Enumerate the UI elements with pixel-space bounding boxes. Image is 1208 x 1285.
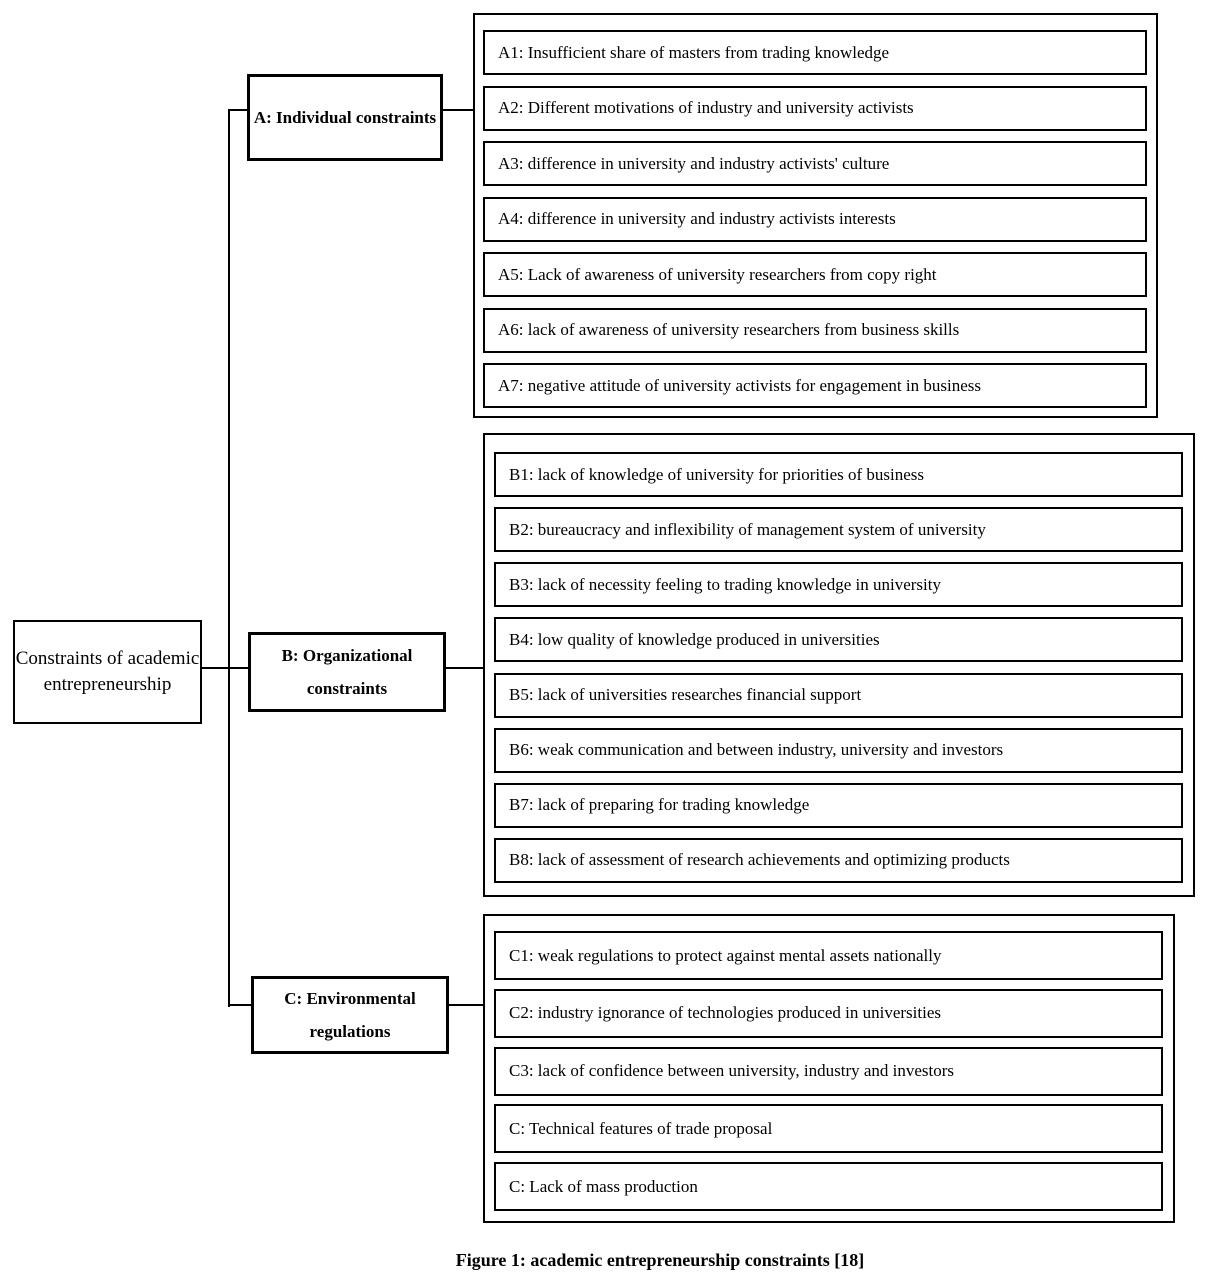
item-a3-text: A3: difference in university and industry activists' culture bbox=[498, 153, 890, 173]
item-box-a1 bbox=[483, 30, 1147, 75]
item-box-a4 bbox=[483, 197, 1147, 242]
item-b3-text: B3: lack of necessity feeling to trading knowledge in university bbox=[509, 574, 941, 594]
group-a-container bbox=[473, 13, 1158, 418]
item-b8-text: B8: lack of assessment of research achievements and optimizing products bbox=[509, 850, 1010, 870]
connector-root-to-category-b bbox=[198, 667, 250, 669]
item-b4-text: B4: low quality of knowledge produced in universities bbox=[509, 629, 880, 649]
item-c3-text: C3: lack of confidence between university, industry and investors bbox=[509, 1061, 955, 1080]
item-b5-text: B5: lack of universities researches financial support bbox=[509, 685, 862, 705]
item-box-c1 bbox=[494, 931, 1163, 980]
item-a5-text: A5: Lack of awareness of university researchers from copy right bbox=[498, 264, 937, 284]
item-box-b4 bbox=[494, 617, 1183, 662]
item-box-c4 bbox=[494, 1104, 1163, 1153]
item-box-b6 bbox=[494, 728, 1183, 773]
item-box-b1 bbox=[494, 452, 1183, 497]
item-c5-text: C: Lack of mass production bbox=[509, 1176, 698, 1196]
item-box-c5 bbox=[494, 1162, 1163, 1211]
item-c4-text: C: Technical features of trade proposal bbox=[509, 1118, 773, 1138]
category-box-a bbox=[247, 74, 443, 161]
item-box-a5 bbox=[483, 252, 1147, 297]
item-c1-text: C1: weak regulations to protect against mental assets nationally bbox=[509, 945, 942, 965]
item-box-c2 bbox=[494, 989, 1163, 1038]
item-c2-text: C2: industry ignorance of technologies produced in universities bbox=[509, 1003, 941, 1023]
item-a2-text: A2: Different motivations of industry and university activists bbox=[498, 98, 914, 117]
connector-trunk-to-category-c bbox=[228, 1004, 253, 1006]
group-c-container bbox=[483, 914, 1175, 1223]
root-box bbox=[13, 620, 202, 724]
item-b7-text: B7: lack of preparing for trading knowledge bbox=[509, 795, 810, 815]
item-b1-text: B1: lack of knowledge of university for priorities of business bbox=[509, 464, 925, 484]
item-box-a7 bbox=[483, 363, 1147, 408]
item-box-b3 bbox=[494, 562, 1183, 607]
item-a4-text: A4: difference in university and industry activists interests bbox=[498, 209, 896, 228]
item-box-b7 bbox=[494, 783, 1183, 828]
item-a7-text: A7: negative attitude of university activists for engagement in business bbox=[498, 375, 981, 395]
category-box-c bbox=[251, 976, 449, 1054]
item-box-a2 bbox=[483, 86, 1147, 131]
root-label: Constraints of academic entrepreneurship bbox=[15, 648, 200, 695]
item-box-b8 bbox=[494, 838, 1183, 883]
item-box-a6 bbox=[483, 308, 1147, 353]
item-a6-text: A6: lack of awareness of university researchers from business skills bbox=[498, 320, 960, 339]
connector-trunk-to-category-a bbox=[228, 109, 249, 111]
figure-caption: Figure 1: academic entrepreneurship constraints [18] bbox=[455, 1250, 865, 1270]
item-box-b2 bbox=[494, 507, 1183, 552]
connector-trunk-vertical bbox=[228, 109, 230, 1007]
item-b6-text: B6: weak communication and between industry, university and investors bbox=[509, 740, 1004, 760]
category-c-label: C: Environmental regulations bbox=[284, 988, 416, 1041]
item-a1-text: A1: Insufficient share of masters from trading knowledge bbox=[498, 42, 890, 62]
item-box-b5 bbox=[494, 673, 1183, 718]
group-b-container bbox=[483, 433, 1195, 897]
category-b-label: B: Organizational constraints bbox=[281, 645, 413, 698]
item-box-a3 bbox=[483, 141, 1147, 186]
item-box-c3 bbox=[494, 1047, 1163, 1096]
category-a-label: A: Individual constraints bbox=[253, 107, 437, 127]
item-b2-text: B2: bureaucracy and inflexibility of management system of university bbox=[509, 519, 986, 539]
category-box-b bbox=[248, 632, 446, 712]
